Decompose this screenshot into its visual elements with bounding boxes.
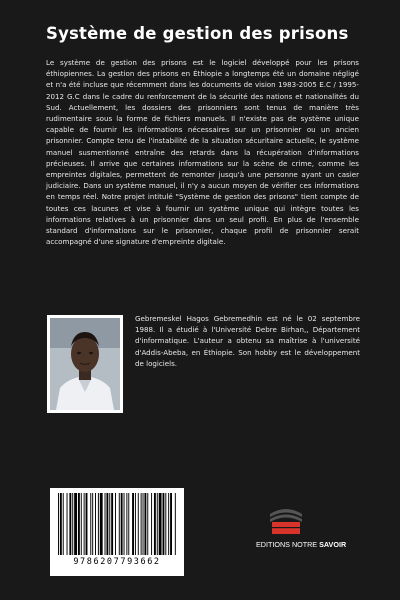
barcode-bar: [154, 493, 156, 555]
barcode-bar: [86, 493, 88, 555]
book-abstract: Le système de gestion des prisons est le logiciel développé pour les prisons éthiopiennes. La gestion des prisons en Éthiopie a longtemps été un domaine négligé et n'a été incluse que récemment dans les documents de vision 1983-2005 E.C / 1995-2012 G.C dans le cadre du renforcement de la sécurité des nations et nationalités du Sud. Actuellement, les dossiers des prisonniers sont tenus de manière très rudimentaire sous la forme de fichiers manuels. Il n'existe pas de système unique capable de fournir les informations nécessaires sur un prisonnier ou un ancien prisonnier. Compte tenu de l'instabilité de la situation sécuritaire actuelle, le système manuel susmentionné entraîne des retards dans la récupération d'informations précieuses. Il arrive que certaines informations sur la scène de crime, comme les empreintes digitales, permettent de remonter jusqu'à une personne ayant un casier judiciaire. Dans un système manuel, il n'y a aucun moyen de vérifier ces informations en temps réel. Notre projet intitulé "Système de gestion des prisons" tient compte de toutes ces lacunes et vise à fournir un système unique qui intègre toutes les informations relatives à un prisonnier dans un seul profil. En plus de l'ensemble standard d'informations sur le prisonnier, chaque profil de prisonnier serait accompagné d'une signature d'empreinte digitale.: [46, 58, 359, 247]
isbn-number: 9786207793662: [73, 557, 161, 567]
publisher-name-part1: EDITIONS NOTRE: [256, 540, 320, 549]
barcode-bar: [157, 493, 158, 555]
barcode-bar: [175, 493, 176, 555]
publisher-name-part2: SAVOIR: [319, 540, 347, 549]
barcode-bar: [135, 493, 136, 555]
author-bio: Gebremeskel Hagos Gebremedhin est né le 02 septembre 1988. Il a étudié à l'Université Debre Birhan,, Département d'informatique. L'auteur a obtenu sa maîtrise à l'université d'Addis-Abeba, en Éthiopie. Son hobby est le développement de logiciels.: [135, 314, 360, 368]
isbn-barcode: [50, 488, 184, 576]
author-photo: [47, 315, 123, 413]
barcode-bar: [63, 493, 64, 555]
barcode-bar: [69, 493, 71, 555]
barcode-bar: [163, 493, 165, 555]
barcode-bar: [92, 493, 93, 555]
publisher-logo-icon: [266, 500, 306, 536]
barcode-bar: [84, 493, 85, 555]
barcode-bar: [115, 493, 116, 555]
barcode-bar: [143, 493, 144, 555]
barcode-bar: [95, 493, 96, 555]
barcode-bar: [144, 493, 146, 555]
barcode-bar: [67, 493, 68, 555]
barcode-bar: [132, 493, 134, 555]
barcode-bar: [60, 493, 62, 555]
barcode-bar: [138, 493, 139, 555]
barcode-bar: [100, 493, 103, 555]
author-portrait-image: [50, 318, 120, 410]
barcode-bar: [106, 493, 108, 555]
barcode-bar: [141, 493, 142, 555]
barcode-bar: [126, 493, 127, 555]
publisher-name: [256, 540, 356, 549]
barcode-bar: [128, 493, 129, 555]
barcode-bar: [109, 493, 110, 555]
barcode-bar: [151, 493, 152, 555]
barcode-bar: [170, 493, 172, 555]
barcode-bar: [119, 493, 120, 555]
barcode-bar: [159, 493, 162, 555]
barcode-bar: [121, 493, 123, 555]
barcode-bar: [90, 493, 91, 555]
book-title: Système de gestion des prisons: [46, 24, 349, 43]
barcode-bar: [78, 493, 80, 555]
barcode-bar: [98, 493, 99, 555]
barcode-bar: [72, 493, 73, 555]
barcode-bar: [165, 493, 166, 555]
barcode-bar: [74, 493, 77, 555]
publisher-block: [256, 500, 356, 560]
barcode-bar: [81, 493, 82, 555]
barcode-bars: [56, 493, 178, 555]
barcode-bar: [58, 493, 59, 555]
barcode-bar: [124, 493, 125, 555]
barcode-bar: [111, 493, 113, 555]
barcode-bar: [168, 493, 169, 555]
barcode-bar: [105, 493, 106, 555]
barcode-bar: [147, 493, 148, 555]
